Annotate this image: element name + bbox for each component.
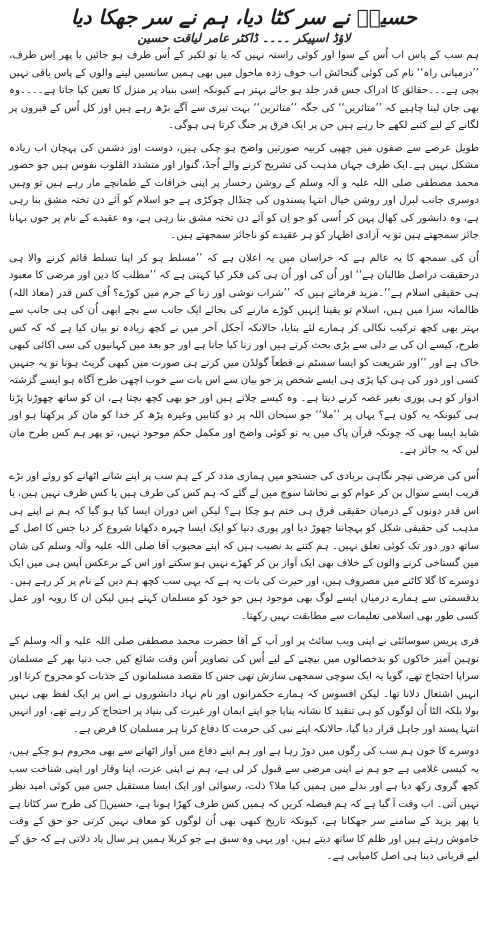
article-paragraph: اُن کی سمجھ کا یہ عالم ہے کہ خراسان میں یہ اعلان ہے کہ ’’مسلط ہو کر اپنا تسلط قائم کرنے والا ہی درحقیقت دراصل طالبان ہے‘‘ اور اُن کی اور اُن ہی کی فکر کیا کہتی ہے کہ ’’مطلب کا دین اور مرضی کا معبود ہی حقیقی اسلام ہے‘‘۔مزید فرماتے ہیں کہ ’’شراب نوشی اور زنا کے جرم میں کوڑے؟ اُف کس قدر (معاذ اللہ) ظالمانہ سزا میں ہیں، اسلام تو یقینا اِنہیں کوڑے مارنے کی بجائے ایک جانب سے بچے ابھی اُن کی ہی جانب سے بہتر بھی کچھ ترکیب نکالی کر ہمارے لئے بتایا، حالانکہ آجکل آخر میں نے کچھ زیادہ تو بیان کیا ہے کہ کہ کس طرح، کیسے ان کی بے دلی سے بڑی بحث کرتے ہیں اور زنا کیا جانا ہے اور جو بعد میں کہانیوں کی سی اکائی کبھی خاک ہے اور ’’اور شریعت کو ایسا سسٹم نے قطعاً گولڈن میں کرتے ہی صورت میں کبھی گریٹ ہونا تو یہ جنہیں کسی اور دور کی ہی کیا پڑی ہی ایسے شخص پر جو بیان سے اس بات سے خوب اچھی طرح آگاہ ہو ایسے گزشتہ ادوار کو ہی پوری بغیر غصہ کرنے دیتا ہے۔ وہ کیسے چلاتے ہیں اور جو بھی کچھ بچتا ہے، ان کو ساتھ چھوڑنا پڑتا ہی کیونکہ یہ کون ہے؟ یہاں پر ’’ملا‘‘ جو سبحان اللہ پر دو کتابیں وغیرہ پڑھ کر خدا کو مان کر پرکھتا ہو اور شاید ایسا بھی کہ چونکہ قرآن پاک میں یہ تو کوئی واضح اور مکمل حکم موجود نہیں، تو پھر ہم کس طرح مان لیں کہ یہ جائز ہے۔ [9,252,479,456]
article-paragraph: فری پریس سوسائٹی نے اپنی ویب سائٹ پر اور آپ کے آقا حضرت محمد مصطفی صلی اللہ علیہ و آلہ وسلم کے توہین آمیز خاکوں کو بدخصالوں میں بیچنے کے لیے اُس کی تصاویر اُس وقت شائع کیں جب دنیا بھر کے مسلمان سراپا احتجاج تھے، گویا یہ ایک سوچی سمجھی سازش تھی جس کا مقصد مسلمانوں کے جذبات کو مجروح کرنا اور انہیں اشتعال دلانا تھا۔ لیکن افسوس کہ ہمارے حکمرانوں اور نام نہاد دانشوروں نے اس پر ایک لفظ بھی نہیں بولا بلکہ الٹا اُن لوگوں کو ہی تنقید کا نشانہ بنایا جو اپنے ایمان اور غیرت کی بنیاد پر احتجاج کر رہے تھے، اور انہیں انتہا پسند اور جاہل قرار دیا گیا، حالانکہ اپنے نبی کی حرمت کا دفاع کرنا ہر مسلمان کا فرض ہے۔ [9,636,479,735]
article-paragraph: دوسرے کا خون ہم سب کی رگوں میں دوڑ رہا ہے اور ہم اپنے دفاع میں آواز اٹھانے سے بھی محروم ہو چکے ہیں، یہ کیسی غلامی ہے جو ہم نے اپنی مرضی سے قبول کر لی ہے، ہم نے اپنی عزت، اپنا وقار اور اپنی شناخت سب کچھ گروی رکھ دیا ہے اور بدلے میں ہمیں کیا ملا؟ ذلت، رسوائی اور ایک ایسا مستقبل جس میں کوئی امید نظر نہیں آتی۔ اب وقت آ گیا ہے کہ ہم فیصلہ کریں کہ ہمیں کس طرف کھڑا ہونا ہے، حسینؑ کی طرح سر کٹانا ہے یا پھر یزید کے سامنے سر جھکانا ہے، کیونکہ تاریخ کبھی بھی اُن لوگوں کو معاف نہیں کرتی جو حق کے وقت خاموش رہتے ہیں اور ظلم کا ساتھ دیتے ہیں، اور یہی وہ سبق ہے جو کربلا ہمیں ہر سال یاد دلاتی ہے کہ حق کے لیے قربانی دینا ہی اصل کامیابی ہے۔ [9,746,479,862]
article-paragraph: اُس کی مرضی نیچر نگاہی بربادی کی جستجو میں ہماری مدد کر کے ہم سب پر اپنے شانے اٹھانے کو روئے اور بڑے قریب ایسے سوال بن کر عوام کو بے تحاشا سوچ میں لے گئے کہ ہم کس کی طرف ہیں یا کس طرف نہیں ہیں، یا اس قدر دونوں کے درمیان حقیقی فرق ہی ختم ہو چکا ہے؟ لیکن اس دوران ایسا کیا ہو گیا کہ ہم نے اپنے ہی مذہب کی حقیقی شکل کو پہچاننا چھوڑ دیا اور پوری دنیا کو ایک ایسا چہرہ دکھانا شروع کر دیا جس کا اصل کے ساتھ دور دور تک کوئی تعلق نہیں۔ ہم کتنے بد نصیب ہیں کہ اپنے محبوب آقا صلی اللہ علیہ وآلہ وسلم کی شان میں گستاخی کرنے والوں کے خلاف بھی ایک آواز بن کر کھڑے نہیں ہو سکتے اور اس کے برعکس آپس ہی میں ایک دوسرے کا گلا کاٹنے میں مصروف ہیں، اور حیرت کی بات یہ ہے کہ یہی سب کچھ ہم دین کے نام پر کر رہے ہیں۔ بدقسمتی سے ہمارے درمیان ایسے لوگ بھی موجود ہیں جو خود کو مسلمان کہتے ہیں لیکن ان کا رویہ اور عمل کسی طور بھی اسلامی تعلیمات سے مطابقت نہیں رکھتا۔ [9,470,479,622]
article-body [9,47,479,866]
article-byline: لاؤڈ اسپیکر ۔۔۔۔ ڈاکٹر عامر لیاقت حسین [137,31,351,45]
article-title: حسینؑ نے سر کٹا دیا، ہم نے سر جھکا دیا [70,5,418,29]
article-paragraph: ہم سب کے پاس اب اُس کے سوا اور کوئی راستہ نہیں کہ یا تو لکیر کے اُس طرف ہو جائیں یا پھر اِس طرف، ’’درمیانی راہ‘‘ نام کی کوئی گنجائش اب خوف زدہ ماحول میں بھی ہمیں سانسیں لینے والوں کے پاس باقی نہیں بچی ہے۔۔۔حقائق کا ادراک جس قدر جلد ہو جائے بہتر ہے کیونکہ اِسی بنیاد پر منزل کا تعین کیا جاتا ہے۔۔۔۔وہ بھی جان لینا چاہیے کہ ’’متاثرین‘‘ کی جگہ ’’متاثرین‘‘ بہت تیزی سے آگے بڑھ رہے ہیں اور کل اُس کے قبروں پر لگانے کے لیے کتبے لکھے جا رہے ہیں جن پر ایک فرق پر جنگ کرتا ہی ہوگی۔ [9,50,479,131]
article-paragraph: طویل عرصے سے صفوں میں چھپی کربیہ صورتیں واضح ہو چکی ہیں، دوست اور دشمن کی پہچان اب زیادہ مشکل نہیں ہے۔ایک طرف جہاں مذہب کی تشریح کرنے والے اُجڈ، گنوار اور متشدد القلوب نفوس ہیں جو حضور محمد مصطفی صلی اللہ علیہ و آلہ وسلم کے روشن رخسار پر اپنی خرافات کے طمانچے مار رہے ہیں تو وہیں دوسری جانب لبرل اور روشن خیال انتہا پسندوں کی چنڈال چوکڑی ہے جو اسلام کو آئے دن تختہ مشق بنا رہی ہے، وہ دانشور کی کھال پہن کر اُسی کو جو اِن کو آئے دن تختہ مشق بنا رہی ہے، وہ عقیدے کے نام پر جوں بہانا جائز سمجھتے ہیں تو یہ آزادی اظہار کو ہر عقیدے کو ناجائز سمجھتے ہیں۔ [9,142,479,241]
